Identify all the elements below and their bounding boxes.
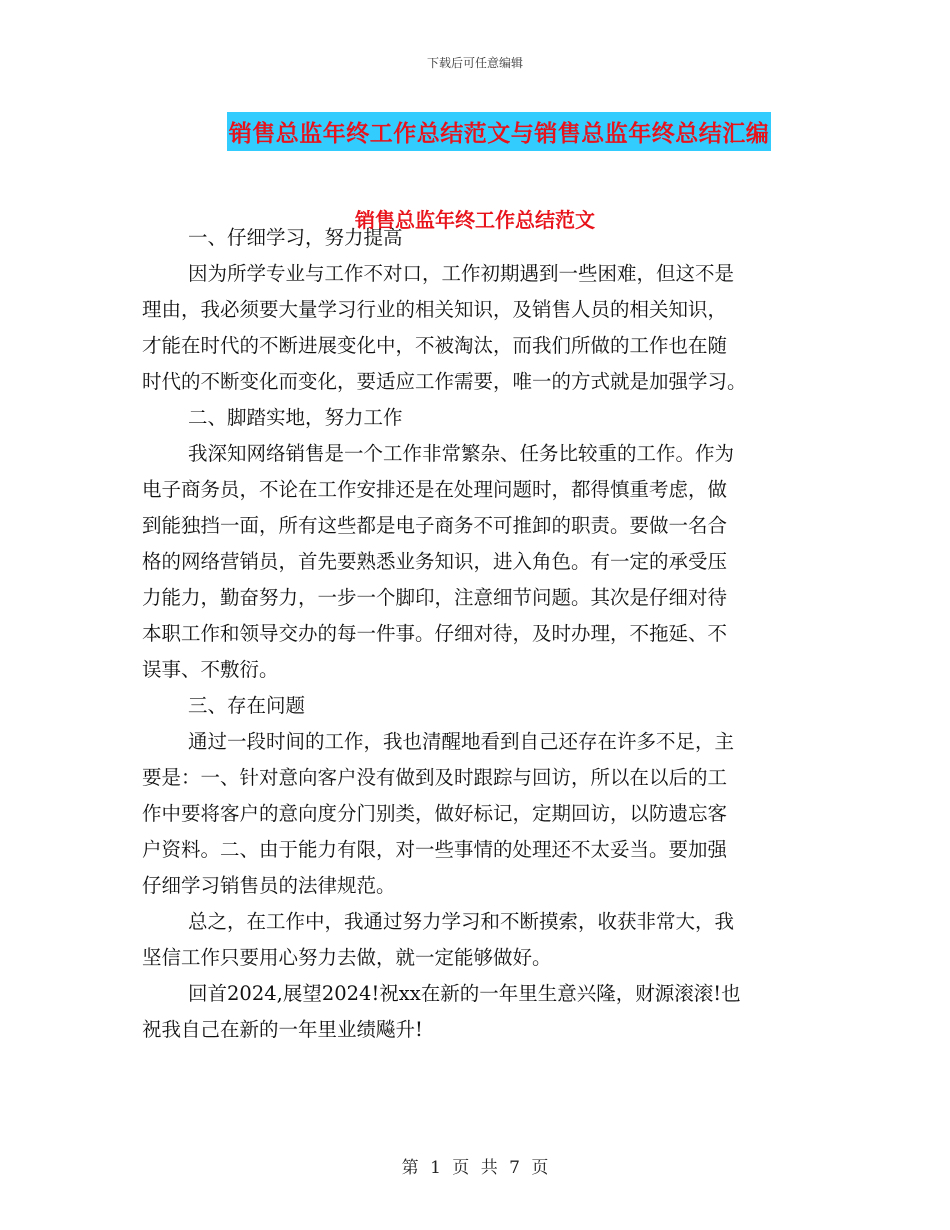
text-line: 到能独挡一面，所有这些都是电子商务不可推卸的职责。要做一名合 (142, 514, 728, 537)
text-line: 坚信工作只要用心努力去做，就一定能够做好。 (142, 946, 552, 969)
text-line: 时代的不断变化而变化，要适应工作需要，唯一的方式就是加强学习。 (142, 370, 747, 393)
text-line: 仔细学习销售员的法律规范。 (142, 874, 396, 897)
page-footer: 第 1 页 共 7 页 (401, 1158, 549, 1178)
text-line: 三、存在问题 (188, 694, 306, 717)
main-title-container (0, 112, 950, 151)
text-line: 理由，我必须要大量学习行业的相关知识，及销售人员的相关知识， (142, 298, 728, 321)
text-line: 通过一段时间的工作，我也清醒地看到自己还存在许多不足，主 (188, 730, 735, 753)
text-line: 力能力，勤奋努力，一步一个脚印，注意细节问题。其次是仔细对待 (142, 586, 728, 609)
body-text (142, 220, 807, 1048)
section-title: 销售总监年终工作总结范文 (355, 208, 595, 232)
main-title: 销售总监年终工作总结范文与销售总监年终总结汇编 (227, 112, 772, 151)
header-note: 下载后可任意编辑 (426, 56, 523, 70)
text-line: 电子商务员，不论在工作安排还是在处理问题时，都得慎重考虑，做 (142, 478, 728, 501)
text-line: 误事、不敷衍。 (142, 658, 279, 681)
text-line: 户资料。二、由于能力有限，对一些事情的处理还不太妥当。要加强 (142, 838, 728, 861)
text-line: 本职工作和领导交办的每一件事。仔细对待，及时办理，不拖延、不 (142, 622, 728, 645)
text-line: 因为所学专业与工作不对口，工作初期遇到一些困难，但这不是 (188, 262, 735, 285)
text-line: 回首2024,展望2024!祝xx在新的一年里生意兴隆，财源滚滚!也 (188, 982, 741, 1005)
text-line: 要是：一、针对意向客户没有做到及时跟踪与回访，所以在以后的工 (142, 766, 728, 789)
text-line: 我深知网络销售是一个工作非常繁杂、任务比较重的工作。作为 (188, 442, 735, 465)
text-line: 格的网络营销员，首先要熟悉业务知识，进入角色。有一定的承受压 (142, 550, 728, 573)
text-line: 才能在时代的不断进展变化中，不被淘汰，而我们所做的工作也在随 (142, 334, 728, 357)
text-line: 二、脚踏实地，努力工作 (188, 406, 403, 429)
text-line: 一、仔细学习，努力提高 (188, 226, 403, 249)
text-line: 祝我自己在新的一年里业绩飚升! (142, 1018, 423, 1041)
text-line: 作中要将客户的意向度分门别类，做好标记，定期回访，以防遗忘客 (142, 802, 728, 825)
text-line: 总之，在工作中，我通过努力学习和不断摸索，收获非常大，我 (188, 910, 735, 933)
